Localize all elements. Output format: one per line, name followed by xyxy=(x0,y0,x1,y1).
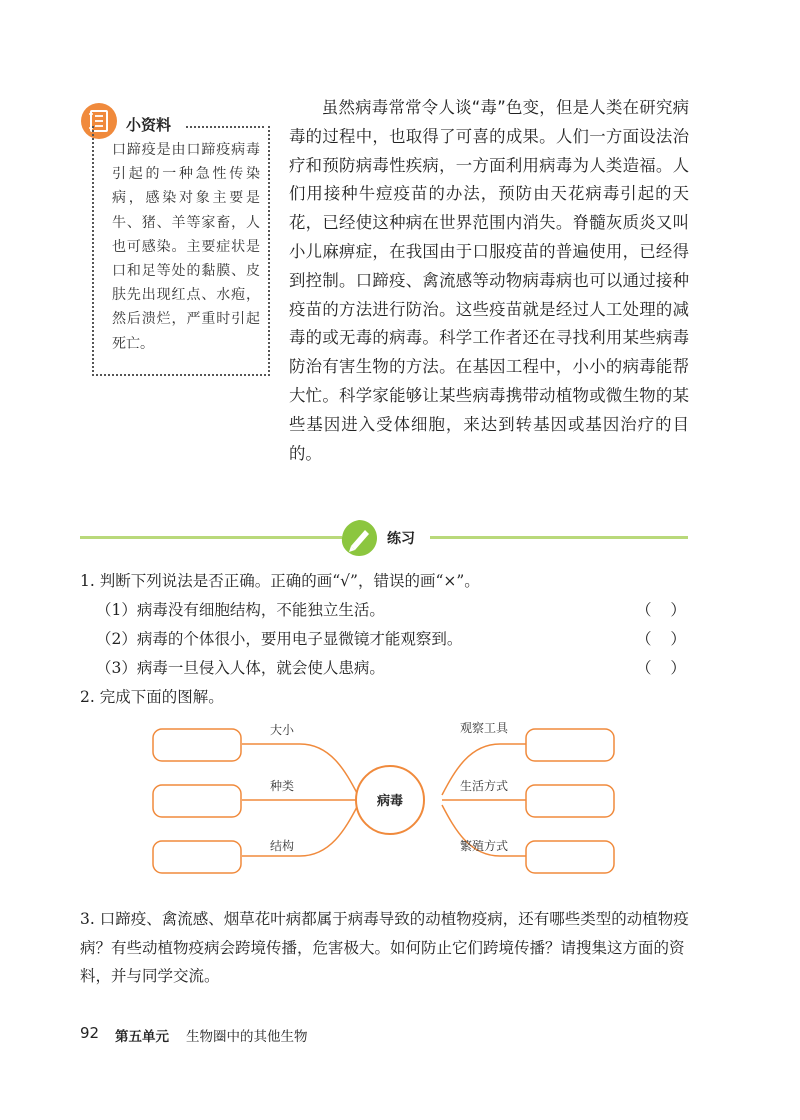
question-1-stem: 1. 判断下列说法是否正确。正确的画“√”，错误的画“×”。 xyxy=(80,572,480,590)
question-1-item-2: （2）病毒的个体很小，要用电子显微镜才能观察到。 xyxy=(96,630,463,648)
exercise-title: 练习 xyxy=(387,531,415,547)
answer-box-reproduction[interactable] xyxy=(526,841,614,873)
label-lifestyle: 生活方式 xyxy=(459,779,509,793)
answer-box-lifestyle[interactable] xyxy=(526,785,614,817)
pencil-icon xyxy=(339,518,379,558)
label-observation-tool: 观察工具 xyxy=(459,721,509,735)
answer-box-type[interactable] xyxy=(153,785,241,817)
info-box-title: 小资料 xyxy=(126,116,172,134)
label-type: 种类 xyxy=(269,779,295,793)
question-1-item-1: （1）病毒没有细胞结构，不能独立生活。 xyxy=(96,601,385,619)
page-number: 92 xyxy=(80,1024,100,1042)
footer-chapter: 生物圈中的其他生物 xyxy=(186,1029,308,1045)
question-2-stem: 2. 完成下面的图解。 xyxy=(80,688,224,706)
answer-paren-1[interactable]: （ ） xyxy=(636,601,686,619)
answer-box-size[interactable] xyxy=(153,729,241,761)
label-reproduction: 繁殖方式 xyxy=(459,839,509,853)
main-paragraph: 虽然病毒常常令人谈“毒”色变，但是人类在研究病毒的过程中，也取得了可喜的成果。人们一方面设法治疗和预防病毒性疾病，一方面利用病毒为人类造福。人们用接种牛痘疫苗的办法，预防由天花病毒引起的天花，已经使这种病在世界范围内消失。脊髓灰质炎又叫小儿麻痹症，在我国由于口服疫苗的普遍使用，已经得到控制。口蹄疫、禽流感等动物病毒病也可以通过接种疫苗的方法进行防治。这些疫苗就是经过人工处理的减毒的或无毒的病毒。科学工作者还在寻找利用某些病毒防治有害生物的方法。在基因工程中，小小的病毒能帮大忙。科学家能够让某些病毒携带动植物或微生物的某些基因进入受体细胞，来达到转基因或基因治疗的目的。 xyxy=(289,98,689,463)
exercise-divider-right xyxy=(430,536,688,539)
center-node-label: 病毒 xyxy=(376,794,404,809)
answer-paren-3[interactable]: （ ） xyxy=(636,659,686,677)
exercise-divider-left xyxy=(80,536,342,539)
footer-unit: 第五单元 xyxy=(115,1029,169,1045)
virus-concept-diagram xyxy=(0,700,800,900)
info-box-text: 口蹄疫是由口蹄疫病毒引起的一种急性传染病，感染对象主要是牛、猪、羊等家畜，人也可感染。主要症状是口和足等处的黏膜、皮肤先出现红点、水疱，然后溃烂，严重时引起死亡。 xyxy=(112,142,260,352)
answer-box-structure[interactable] xyxy=(153,841,241,873)
label-structure: 结构 xyxy=(269,839,295,853)
answer-box-observation-tool[interactable] xyxy=(526,729,614,761)
question-1-item-3: （3）病毒一旦侵入人体，就会使人患病。 xyxy=(96,659,385,677)
label-size: 大小 xyxy=(269,723,295,737)
answer-paren-2[interactable]: （ ） xyxy=(636,630,686,648)
question-3-text: 3. 口蹄疫、禽流感、烟草花叶病都属于病毒导致的动植物疫病，还有哪些类型的动植物疫病？有些动植物疫病会跨境传播，危害极大。如何防止它们跨境传播？请搜集这方面的资料，并与同学交流。 xyxy=(80,910,689,985)
